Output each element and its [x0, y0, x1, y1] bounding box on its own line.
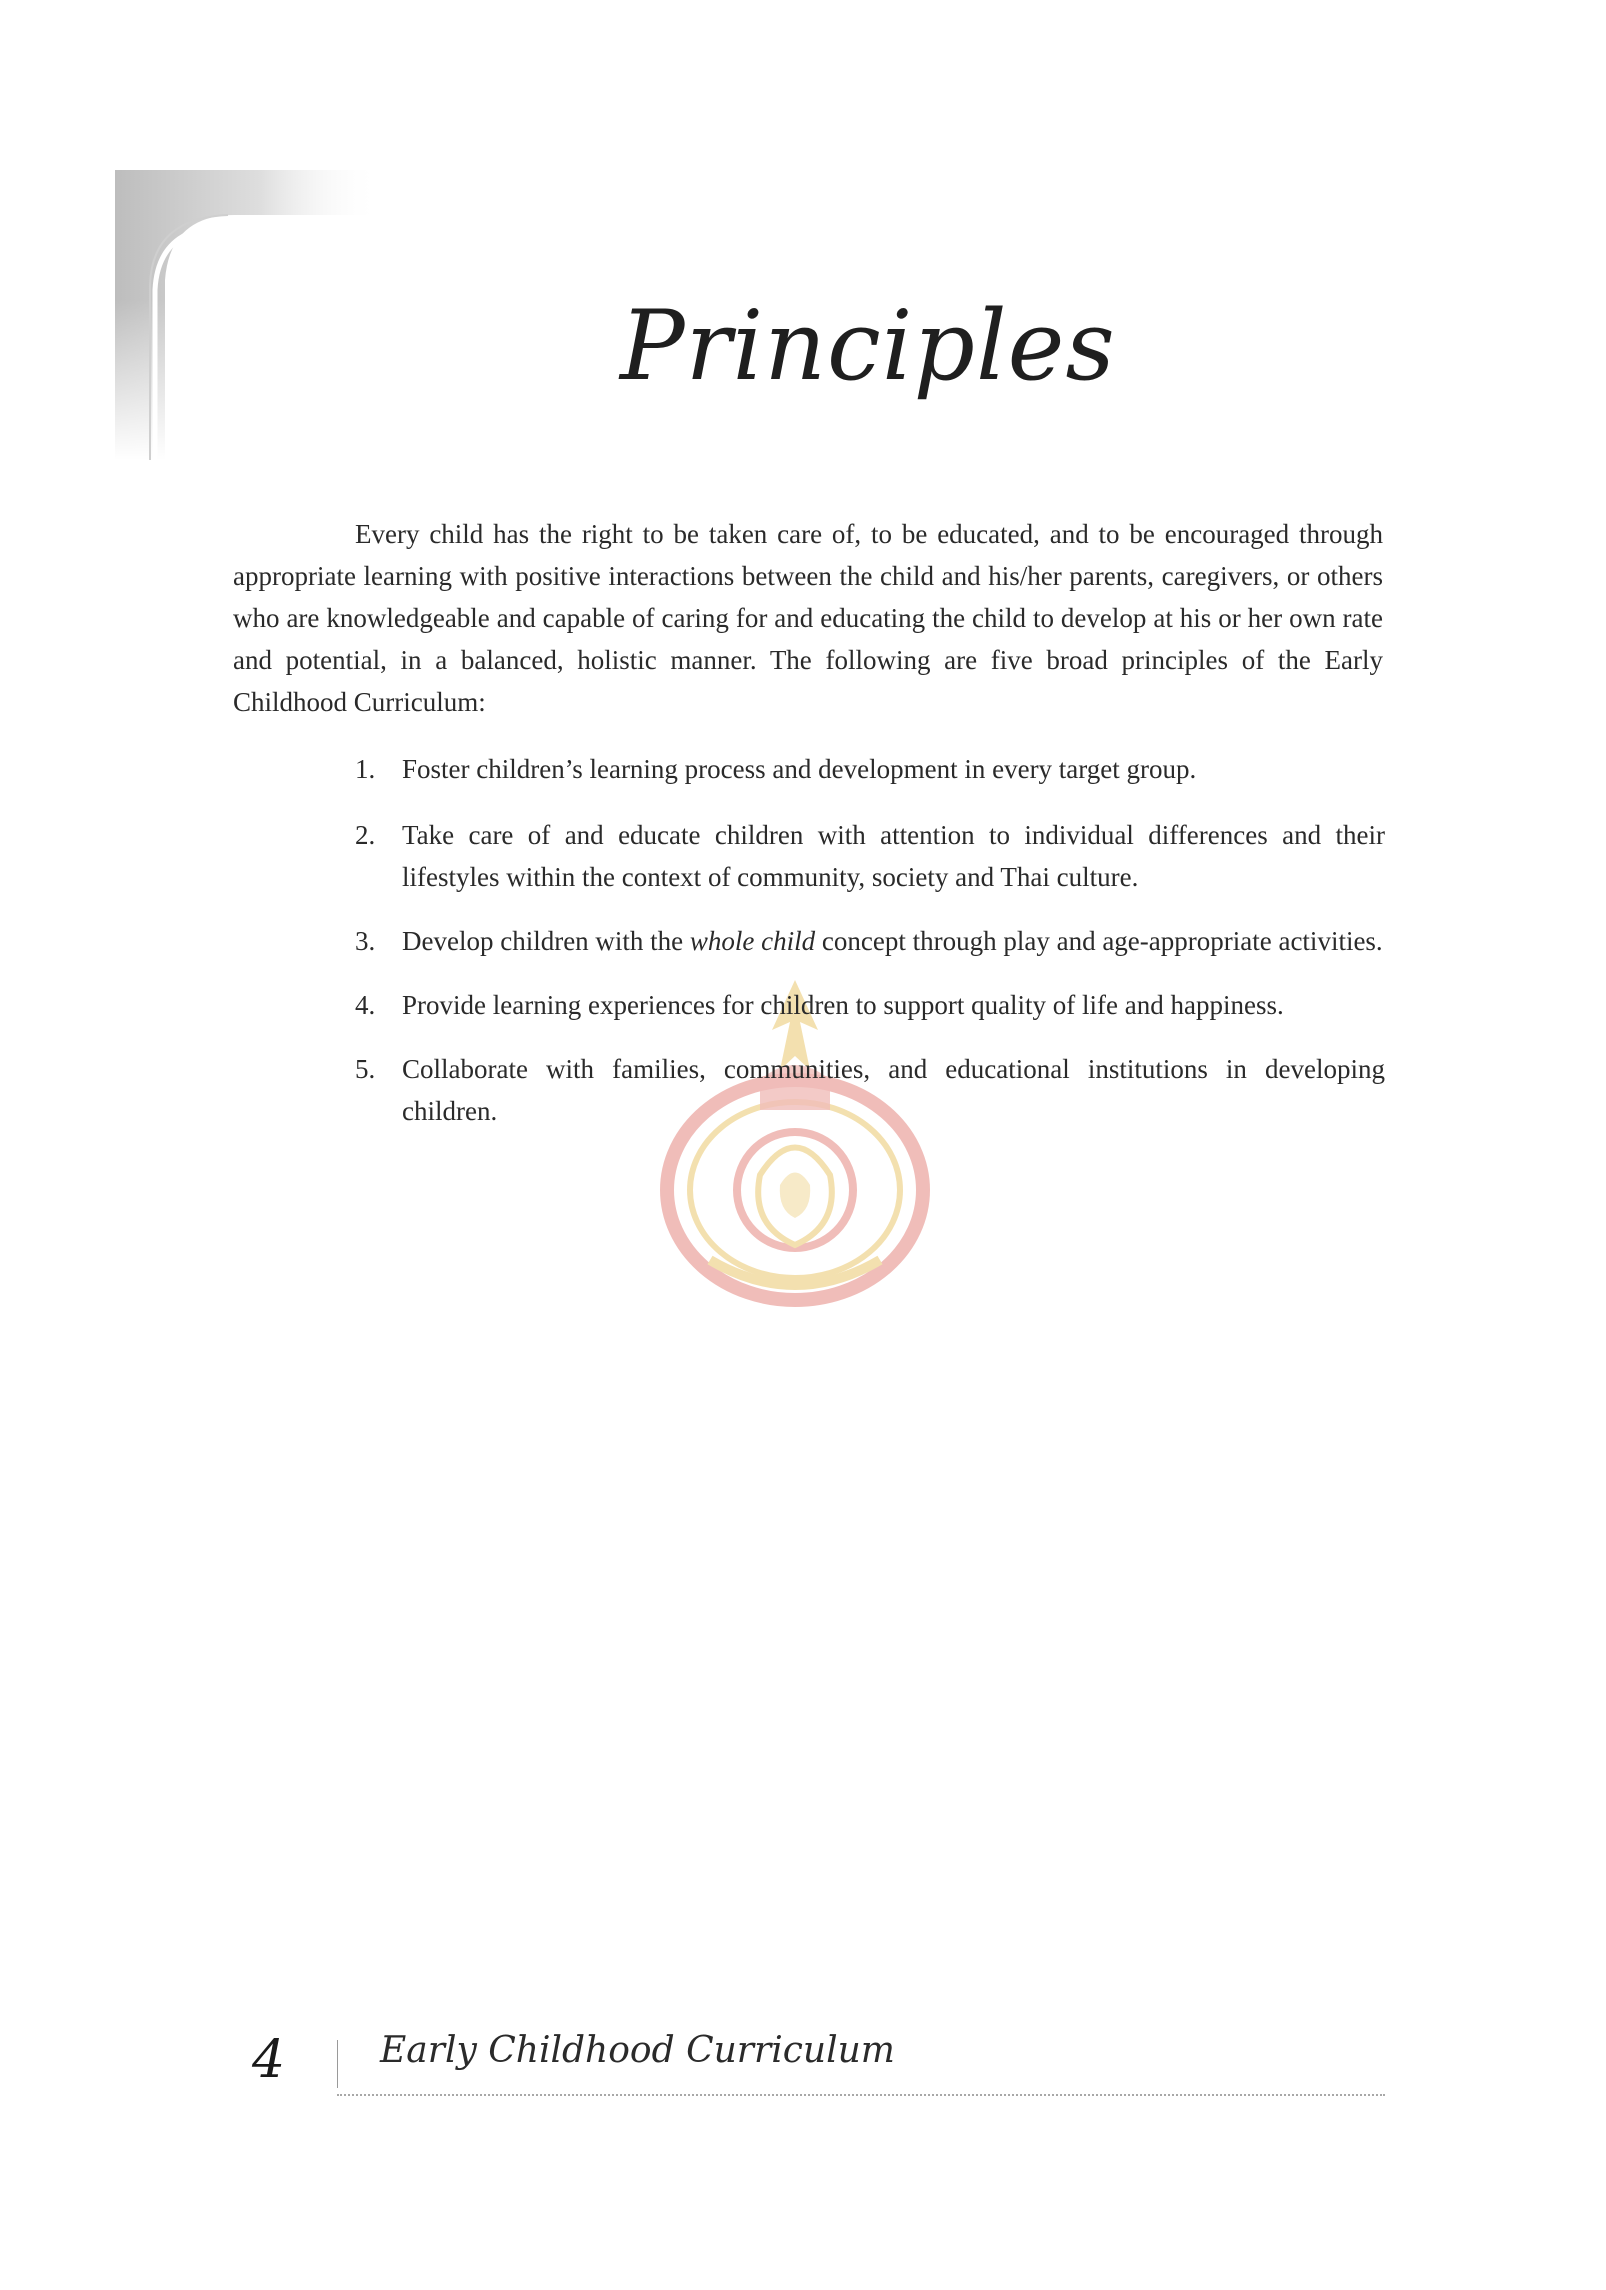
principle-text: Take care of and educate children with attention to individual differences and their lifestyles within the context of community, society and Thai culture.: [402, 820, 1385, 892]
principle-number: 2.: [355, 820, 376, 850]
principle-item-5: [355, 1048, 1385, 1132]
footer-divider: [337, 2040, 338, 2088]
principle-item-1: [355, 748, 1385, 790]
principle-text-before: Develop children with the: [402, 926, 690, 956]
page-number: 4: [252, 2030, 286, 2090]
page-title: Principles: [620, 290, 1116, 402]
principle-number: 4.: [355, 990, 376, 1020]
intro-paragraph: Every child has the right to be taken care of, to be educated, and to be encouraged through appropriate learning with positive interactions between the child and his/her parents, caregivers, or others who are knowledgeable and capable of caring for and educating the child to develop at his or her own rate and potential, in a balanced, holistic manner. The following are five broad principles of the Early Childhood Curriculum:: [233, 519, 1383, 717]
corner-frame-decoration: [0, 0, 380, 460]
principle-item-2: [355, 814, 1385, 898]
footer-book-title: Early Childhood Curriculum: [380, 2030, 895, 2071]
principle-text: Collaborate with families, communities, and educational institutions in developing children.: [402, 1054, 1385, 1126]
principle-emphasis: whole child: [689, 926, 816, 956]
principle-text: Foster children’s learning process and development in every target group.: [402, 754, 1197, 784]
principles-list: [355, 748, 1385, 1154]
principle-item-3: [355, 920, 1385, 962]
principle-number: 1.: [355, 754, 376, 784]
principle-number: 5.: [355, 1054, 376, 1084]
principle-number: 3.: [355, 926, 376, 956]
principle-text: Provide learning experiences for children to support quality of life and happiness.: [402, 990, 1284, 1020]
principle-text-after: concept through play and age-appropriate activities.: [815, 926, 1383, 956]
principle-item-4: [355, 984, 1385, 1026]
footer-dotted-rule: [337, 2094, 1385, 2096]
